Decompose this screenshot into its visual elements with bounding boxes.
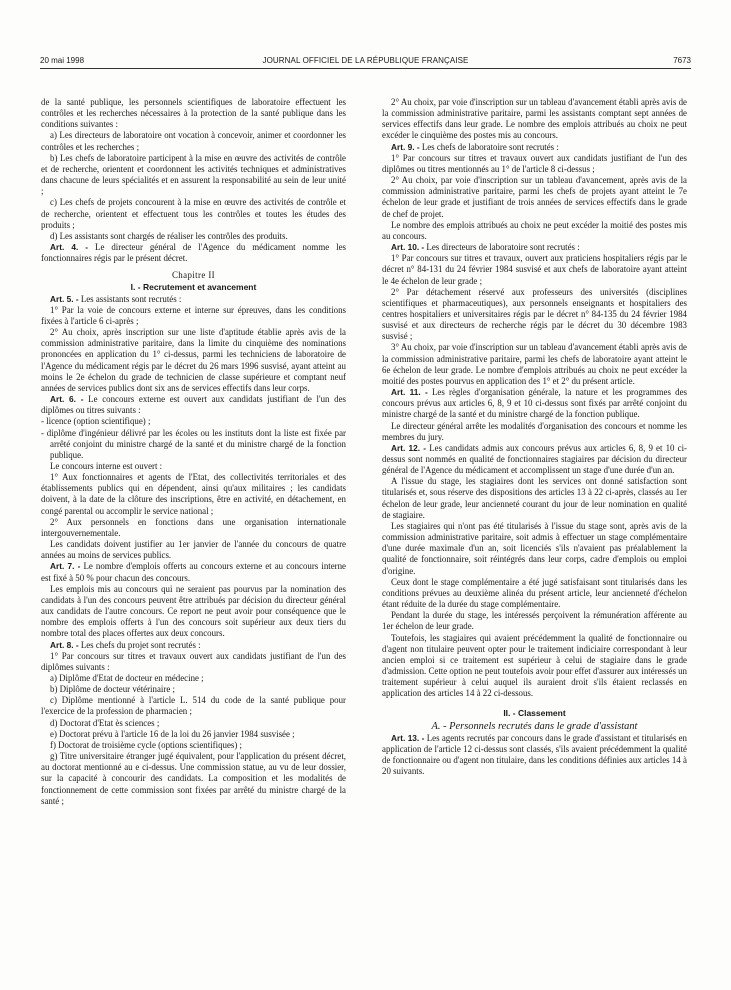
article-label: Art. 11. - <box>391 387 428 398</box>
article-4: Art. 4. - Le directeur général de l'Agence du médicament nomme les fonctionnaires régis par le présent décret. <box>41 242 346 264</box>
paragraph: Pendant la durée du stage, les intéressés perçoivent la rémunération afférente au 1er échelon de leur grade. <box>382 610 687 632</box>
page-number: 7673 <box>673 56 691 65</box>
list-item: - licence (option scientifique) ; <box>41 416 151 427</box>
article-7: Art. 7. - Le nombre d'emplois offerts au concours externe et au concours interne est fixé à 50 % pour chacun des concours. <box>41 561 346 583</box>
paragraph: 1° Par concours sur titres et travaux ouvert aux candidats justifiant de l'un des diplômes ou titres mentionnés au 1° de l'article 8 ci-dessus ; <box>382 152 687 174</box>
paragraph: 1° Par la voie de concours externe et interne sur épreuves, dans les conditions fixées à l'article 6 ci-après ; <box>41 304 346 326</box>
paragraph: f) Doctorat de troisième cycle (options scientifiques) ; <box>50 739 242 750</box>
header-rule <box>40 68 691 69</box>
article-11: Art. 11. - Les règles d'organisation générale, la nature et les programmes des concours prévus aux articles 6, 8, 9 et 10 ci-dessus sont fixés par arrêté conjoint du ministre chargé de la santé et du ministre chargé de la fonction publique. <box>382 387 687 420</box>
paragraph: b) Les chefs de laboratoire participent à la mise en œuvre des activités de contrôle et de recherche, orientent et coordonnent les activités techniques et administratives dans chacune de leurs spécialités et en assurent la responsabilité au sein de leur unité ; <box>41 152 346 197</box>
chapter-title: Chapitre II <box>171 270 216 281</box>
section-title: I. - Recrutement et avancement <box>130 281 257 292</box>
paragraph: c) Diplôme mentionné à l'article L. 514 du code de la santé publique pour l'exercice de la profession de pharmacien ; <box>41 695 346 717</box>
paragraph: A l'issue du stage, les stagiaires dont les services ont donné satisfaction sont titularisés et, sous réserve des dispositions des articles 13 à 22 ci-après, classés au 1er échelon de leur grade, leur ancienneté courant du jour de leur nomination en qualité de stagiaire. <box>382 476 687 520</box>
subsection-title: A. - Personnels recrutés dans le grade d'assistant <box>431 720 638 732</box>
paragraph: Ceux dont le stage complémentaire a été jugé satisfaisant sont titularisés dans les conditions prévues au deuxième alinéa du présent article, leur ancienneté d'échelon étant réduite de la durée du stage complémentaire. <box>382 576 687 610</box>
paragraph: Les candidats doivent justifier au 1er janvier de l'année du concours de quatre années au moins de services publics. <box>41 539 346 561</box>
journal-title: JOURNAL OFFICIEL DE LA RÉPUBLIQUE FRANÇAISE <box>262 56 469 65</box>
paragraph: Le concours interne est ouvert : <box>50 461 163 471</box>
paragraph: c) Les chefs de projets concourent à la mise en œuvre des activités de contrôle et de recherche, orientent et effectuent tous les contrôles et toutes les études des produits ; <box>41 197 346 230</box>
paragraph: e) Doctorat prévu à l'article 16 de la loi du 26 janvier 1984 susvisée ; <box>50 728 295 739</box>
article-10: Art. 10. - Les directeurs de laboratoire sont recrutés : <box>391 242 580 253</box>
paragraph: Les stagiaires qui n'ont pas été titularisés à l'issue du stage sont, après avis de la commission administrative paritaire, soit admis à effectuer un stage complémentaire d'une durée maximale d'un an, soit licenciés s'ils n'avaient pas préalablement la qualité de fonctionnaire, soit réintégrés dans leur corps, cadre d'emplois ou emploi d'origine. <box>382 520 687 576</box>
article-label: Art. 8. - <box>50 639 79 650</box>
article-label: Art. 9. - <box>391 141 420 152</box>
paragraph: d) Les assistants sont chargés de réaliser les contrôles des produits. <box>50 230 288 241</box>
article-label: Art. 10. - <box>391 242 425 253</box>
section-title: II. - Classement <box>503 708 566 719</box>
paragraph: Le nombre des emplois attribués au choix ne peut excéder la moitié des postes mis au concours. <box>382 219 687 241</box>
header-date: 20 mai 1998 <box>40 56 85 65</box>
paragraph: 2° Au choix, par voie d'inscription sur un tableau d'avancement, après avis de la commission administrative paritaire, parmi les chefs de projets ayant atteint le 7e échelon de leur grade et justifiant de trois années de services effectifs dans le grade de chef de projet. <box>382 175 687 219</box>
paragraph: 3° Au choix, par voie d'inscription sur un tableau d'avancement établi après avis de la commission administrative paritaire, parmi les chefs de laboratoire ayant atteint le 6e échelon de leur grade. Le nombre d'emplois attribués au choix ne peut excéder la moitié des postes pourvus en application des 1° et 2° du présent article. <box>382 342 687 386</box>
right-column <box>382 97 687 982</box>
paragraph: 1° Par concours sur titres et travaux, ouvert aux praticiens hospitaliers régis par le décret n° 84-131 du 24 février 1984 susvisé et aux chefs de laboratoire ayant atteint le 4e échelon de leur grade ; <box>382 253 687 286</box>
paragraph: g) Titre universitaire étranger jugé équivalent, pour l'application du présent décret, au doctorat mentionné au e ci-dessus. Une commission statue, au vu de leur dossier, sur la capacité à concourir des candidats. La composition et les modalités de fonctionnement de cette commission sont fixées par arrêté du ministre chargé de la santé ; <box>41 751 346 806</box>
article-label: Art. 13. - <box>391 732 425 743</box>
list-item: - diplôme d'ingénieur délivré par les écoles ou les instituts dont la liste est fixée par arrêté conjoint du ministre chargé de la santé et du ministre chargé de la fonction publique. <box>41 427 346 460</box>
article-label: Art. 7. - <box>50 561 81 572</box>
paragraph: d) Doctorat d'Etat ès sciences ; <box>50 717 160 728</box>
article-5: Art. 5. - Les assistants sont recrutés : <box>50 293 182 304</box>
article-label: Art. 6. - <box>50 394 84 405</box>
paragraph: 2° Au choix, par voie d'inscription sur un tableau d'avancement établi après avis de la commission administrative paritaire, parmi les assistants comptant sept années de services effectifs dans leur grade. Le nombre des emplois attribués au choix ne peut excéder le cinquième des postes mis au concours. <box>382 97 687 141</box>
paragraph: Toutefois, les stagiaires qui avaient précédemment la qualité de fonctionnaire ou d'agent non titulaire peuvent opter pour le traitement indiciaire correspondant à leur ancien emploi si ce traitement est supérieur à celui de stagiaire dans le grade d'admission. Cette option ne peut toutefois avoir pour effet d'assurer aux intéressés un traitement supérieur à celui auquel ils auraient droit s'ils étaient reclassés en application des articles 14 à 22 ci-dessous. <box>382 632 687 699</box>
paragraph: de la santé publique, les personnels scientifiques de laboratoire effectuent les contrôles et les recherches nécessaires à la protection de la santé publique dans les conditions suivantes : <box>41 97 346 130</box>
article-12: Art. 12. - Les candidats admis aux concours prévus aux articles 6, 8, 9 et 10 ci-dessus sont nommés en qualité de fonctionnaires stagiaires par décision du directeur général de l'Agence du médicament et accomplissent un stage d'une durée d'un an. <box>382 442 687 476</box>
article-label: Art. 12. - <box>391 442 427 453</box>
paragraph: 2° Par détachement réservé aux professeurs des universités (disciplines scientifiques et pharmaceutiques), aux personnels enseignants et hospitaliers des centres hospitaliers et universitaires régis par le décret n° 84-135 du 24 février 1984 susvisé et aux directeurs de recherche régis par le décret du 30 décembre 1983 susvisé ; <box>382 286 687 342</box>
article-8: Art. 8. - Les chefs du projet sont recrutés : <box>50 639 201 650</box>
paragraph: b) Diplôme de docteur vétérinaire ; <box>50 684 175 695</box>
paragraph: Les emplois mis au concours qui ne seraient pas pourvus par la nomination des candidats à l'un des concours peuvent être attribués par décision du directeur général aux candidats de l'autre concours. Ce report ne peut avoir pour conséquence que le nombre des emplois offerts à l'un des concours soit supérieur aux deux tiers du nombre total des places offertes aux deux concours. <box>41 583 346 639</box>
article-13: Art. 13. - Les agents recrutés par concours dans le grade d'assistant et titularisés en application de l'article 12 ci-dessus sont classés, s'ils avaient précédemment la qualité de fonctionnaire ou d'agent non titulaire, dans les conditions définies aux articles 14 à 20 suivants. <box>382 732 687 777</box>
paragraph: 1° Aux fonctionnaires et agents de l'Etat, des collectivités territoriales et des établissements publics qui en dépendent, ainsi qu'aux militaires ; les candidats doivent, à la date de la clôture des inscriptions, être en activité, en détachement, en congé parental ou accomplir le service national ; <box>41 472 346 516</box>
article-label: Art. 4. - <box>50 242 89 253</box>
paragraph: 1° Par concours sur titres et travaux ouvert aux candidats justifiant de l'un des diplômes suivants : <box>41 650 346 672</box>
paragraph: 2° Aux personnels en fonctions dans une organisation internationale intergouvernementale. <box>41 516 346 538</box>
article-label: Art. 5. - <box>50 293 79 304</box>
paragraph: Le directeur général arrête les modalités d'organisation des concours et nomme les membres du jury. <box>382 420 687 442</box>
left-column <box>41 97 346 982</box>
article-9: Art. 9. - Les chefs de laboratoire sont recrutés : <box>391 141 559 152</box>
paragraph: a) Les directeurs de laboratoire ont vocation à concevoir, animer et coordonner les contrôles et les recherches ; <box>41 130 346 152</box>
paragraph: a) Diplôme d'Etat de docteur en médecine ; <box>50 672 204 683</box>
article-6: Art. 6. - Le concours externe est ouvert aux candidats justifiant de l'un des diplômes ou titres suivants : <box>41 394 346 416</box>
paragraph: 2° Au choix, après inscription sur une liste d'aptitude établie après avis de la commission administrative paritaire, dans la limite du cinquième des nominations prononcées en application du 1° ci-dessus, parmi les techniciens de laboratoire de l'Agence du médicament régis par le décret du 26 mars 1996 susvisé, ayant atteint au moins le 2e échelon du grade de technicien de classe supérieure et comptant neuf années de services publics dont six ans de services effectifs dans leur corps. <box>41 327 346 393</box>
